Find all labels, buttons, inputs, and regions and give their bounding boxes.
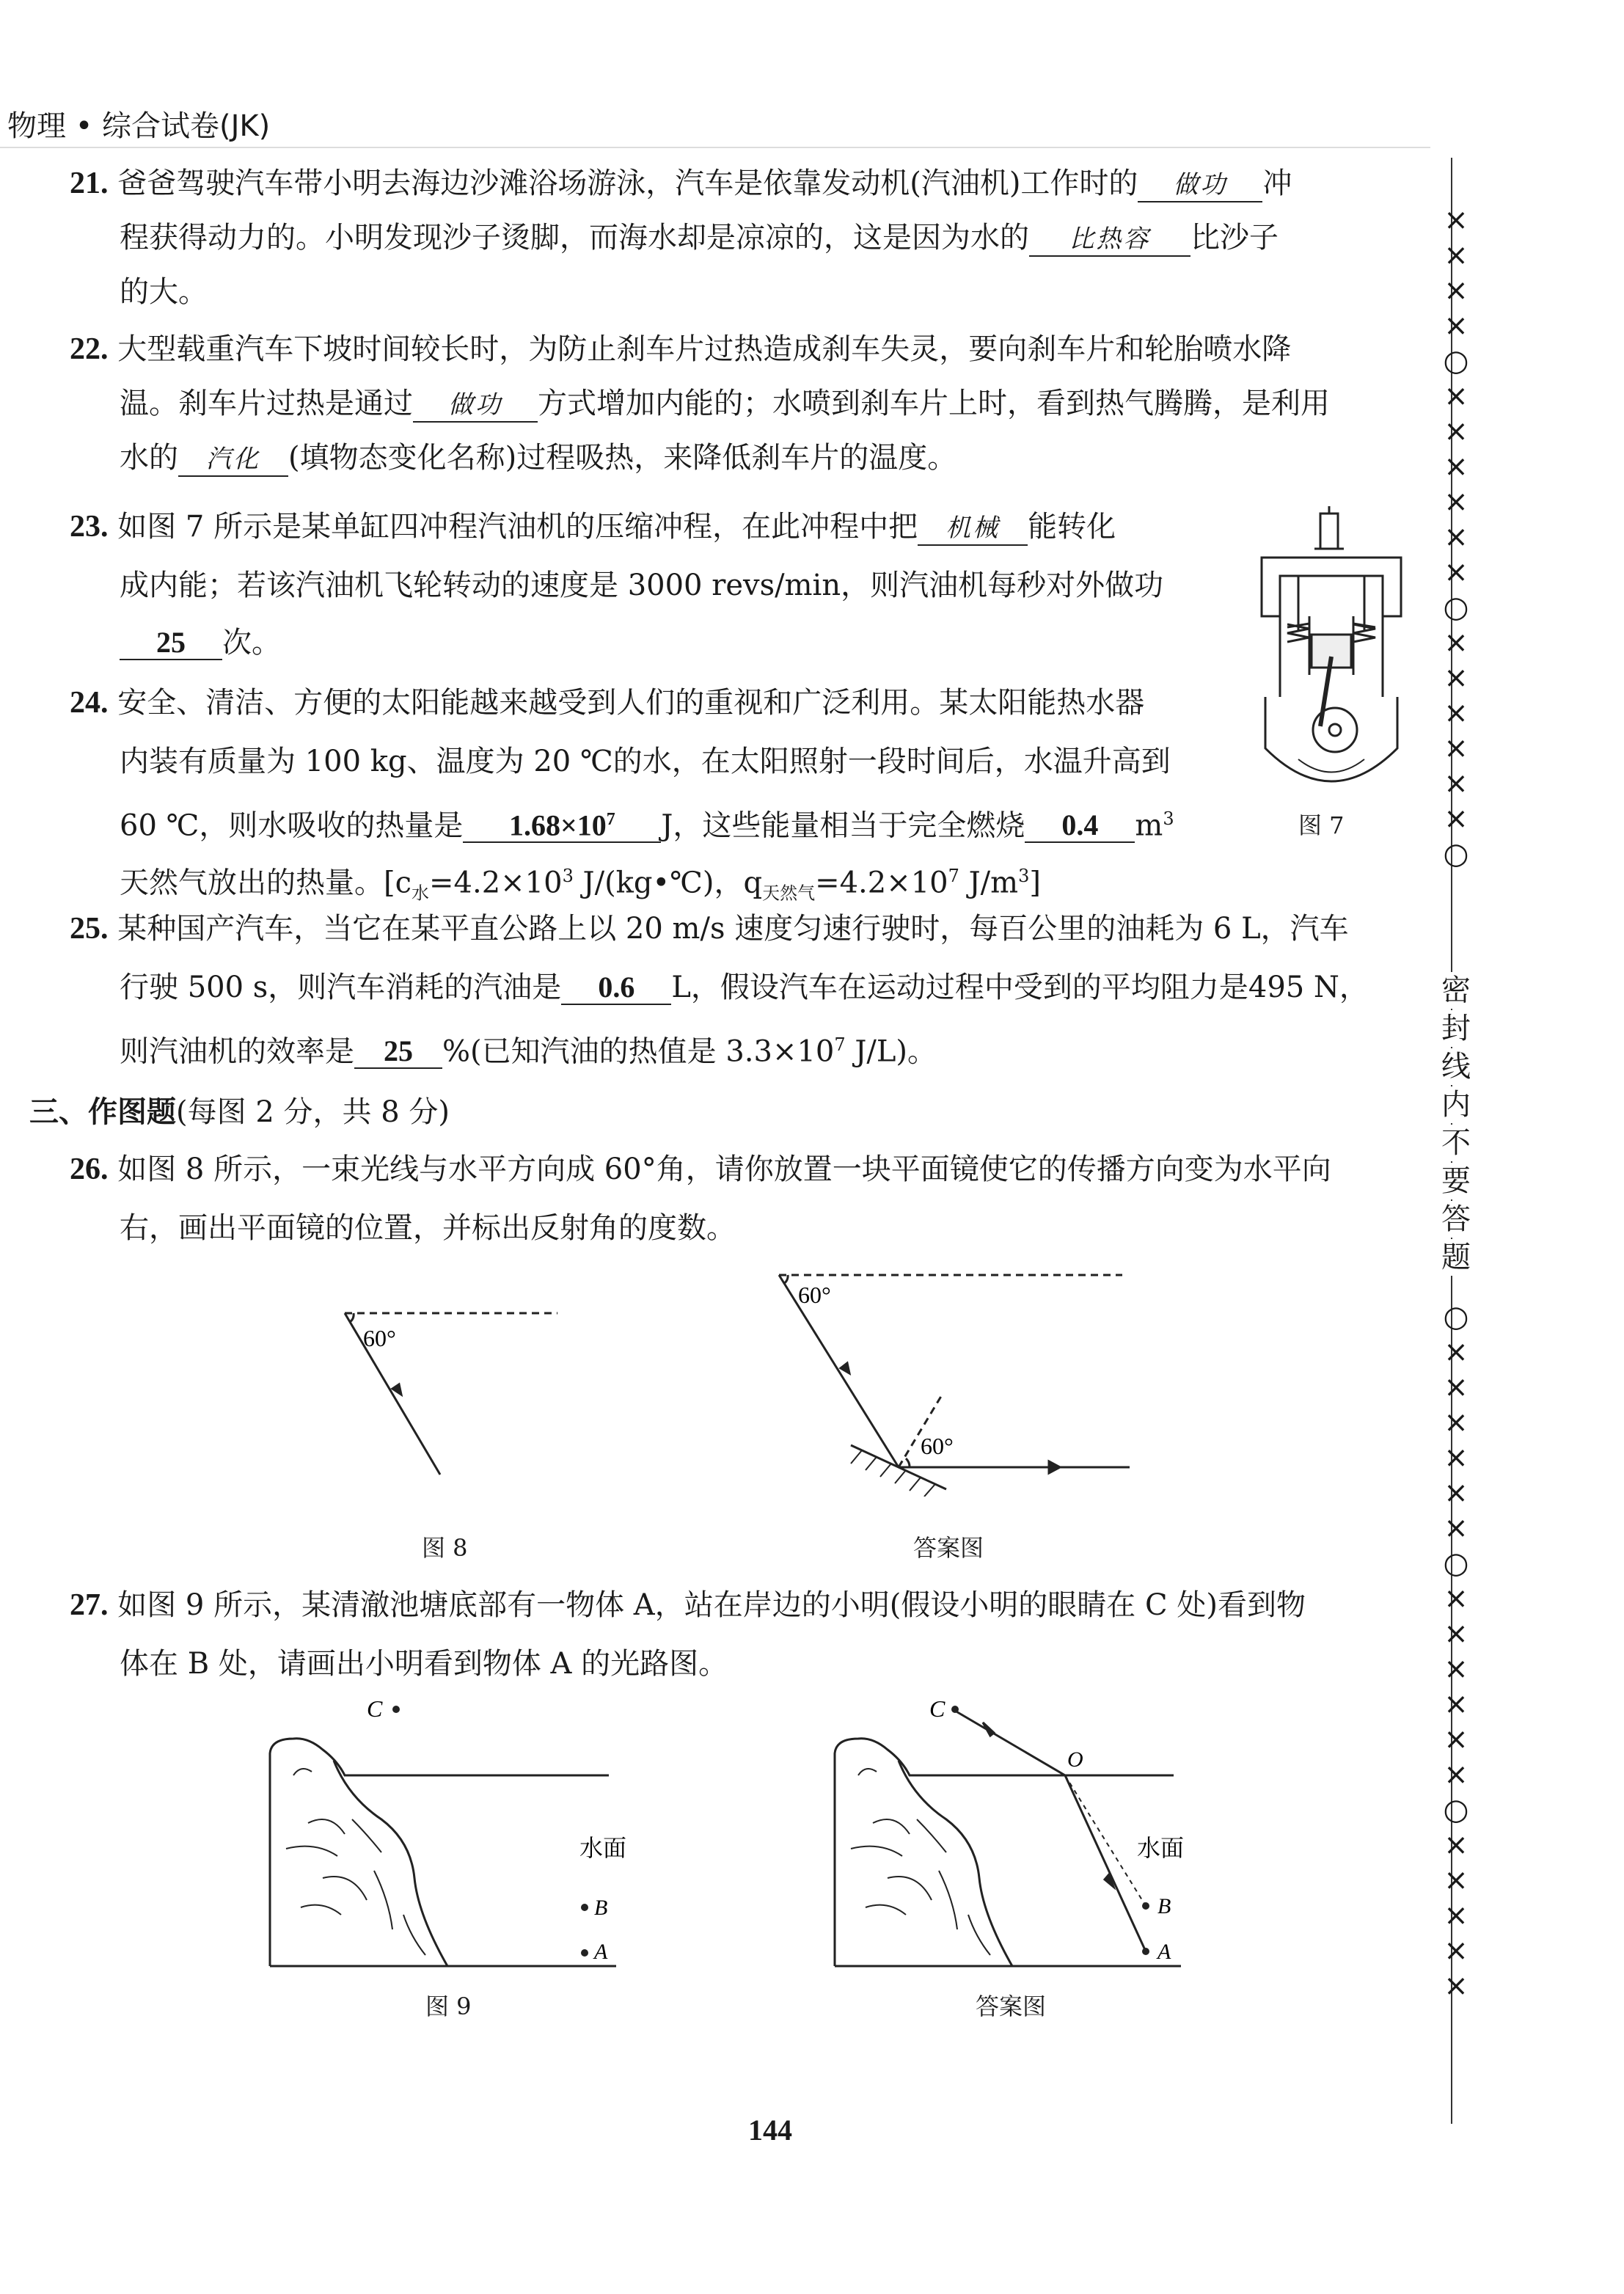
circle-mark-icon: ○ xyxy=(1443,1300,1469,1334)
q26-line-1 xyxy=(70,1149,1331,1190)
label-a: A xyxy=(1157,1940,1171,1964)
handwritten-answer: 比热容 xyxy=(1069,224,1151,254)
point-c xyxy=(951,1706,959,1713)
q22-line-2 xyxy=(120,383,1330,424)
cylinder-head xyxy=(1262,558,1401,616)
cross-mark-icon: × xyxy=(1444,309,1468,343)
cross-mark-icon: × xyxy=(1444,696,1468,730)
cross-mark-icon: × xyxy=(1444,1582,1468,1615)
q26-answer-figure xyxy=(763,1262,1152,1497)
cross-mark-icon: × xyxy=(1444,1934,1468,1968)
seal-text-char: 内 xyxy=(1434,1086,1478,1123)
q22-text: 大型载重汽车下坡时间较长时，为防止刹车片过热造成刹车失灵，要向刹车片和轮胎喷水降 xyxy=(117,332,1292,366)
cross-mark-icon: × xyxy=(1444,1723,1468,1756)
handwritten-answer: 做功 xyxy=(1173,170,1228,200)
cross-mark-icon: × xyxy=(1444,1441,1468,1475)
circle-mark-icon: ○ xyxy=(1443,591,1469,624)
figure-7-caption: 图 7 xyxy=(1298,811,1345,839)
q27-line-1 xyxy=(70,1585,1306,1626)
cross-mark-icon: × xyxy=(1444,1335,1468,1369)
exponent: 7 xyxy=(834,1034,846,1055)
answer-blank xyxy=(1029,222,1190,257)
q26-text: 右，画出平面镜的位置，并标出反射角的度数。 xyxy=(120,1211,736,1245)
q27-text: 体在 B 处，请画出小明看到物体 A 的光路图。 xyxy=(120,1647,728,1681)
exponent: 7 xyxy=(606,810,615,829)
question-25 xyxy=(70,908,1412,1070)
seal-text-char: 要 xyxy=(1434,1163,1478,1199)
cross-mark-icon: × xyxy=(1444,274,1468,307)
angle-arc xyxy=(906,1458,910,1467)
valve-spring-right xyxy=(1353,624,1375,642)
q23-line-1 xyxy=(70,506,1116,547)
bank-slope xyxy=(334,1761,447,1966)
question-23 xyxy=(70,506,1243,668)
figure-8 xyxy=(323,1298,572,1482)
point-b xyxy=(581,1904,588,1911)
cross-mark-icon: × xyxy=(1444,1511,1468,1545)
q23-text: 次。 xyxy=(222,626,281,660)
q24-line-2 xyxy=(120,741,1171,782)
circle-mark-icon: ○ xyxy=(1443,1546,1469,1580)
question-21 xyxy=(70,163,1412,317)
q24-text: 内装有质量为 100 kg、温度为 20 ℃的水，在太阳照射一段时间后，水温升高到 xyxy=(120,745,1171,778)
section-3-title xyxy=(29,1092,450,1133)
question-number: 26. xyxy=(70,1153,109,1186)
angle-arc xyxy=(783,1275,788,1284)
q24-text: 天然气放出的热量。[c xyxy=(120,866,412,900)
printed-answer: 25 xyxy=(384,1034,413,1068)
cross-mark-icon: × xyxy=(1444,450,1468,483)
arrow-head xyxy=(1049,1461,1060,1473)
q26-text: 如图 8 所示，一束光线与水平方向成 60°角，请你放置一块平面镜使它的传播方向变为水平向 xyxy=(117,1153,1331,1186)
q25-line-3 xyxy=(120,1024,937,1072)
answer-blank xyxy=(120,627,222,660)
circle-mark-icon: ○ xyxy=(1443,344,1469,378)
label-o: O xyxy=(1067,1747,1083,1772)
question-number: 23. xyxy=(70,510,109,544)
label-b: B xyxy=(1157,1894,1171,1918)
cross-mark-icon: × xyxy=(1444,1899,1468,1932)
cross-mark-icon: × xyxy=(1444,1652,1468,1686)
cross-mark-icon: × xyxy=(1444,1476,1468,1510)
page-number xyxy=(748,2113,792,2147)
question-number: 22. xyxy=(70,332,109,366)
water-surface-label: 水面 xyxy=(1137,1835,1185,1861)
circle-mark-icon: ○ xyxy=(1443,1793,1469,1827)
q21-text: 比沙子 xyxy=(1190,221,1279,255)
q25-text: 行驶 500 s，则汽车消耗的汽油是 xyxy=(120,971,562,1004)
answer-blank xyxy=(918,511,1028,546)
q25-text: L，假设汽车在运动过程中受到的平均阻力是495 N， xyxy=(671,971,1369,1004)
q25-text: 则汽油机的效率是 xyxy=(120,1034,354,1069)
question-26 xyxy=(70,1149,1412,1259)
seal-text-char: 不 xyxy=(1434,1125,1478,1161)
question-24 xyxy=(70,682,1243,910)
figure-8-caption: 图 8 xyxy=(422,1534,468,1562)
q24-text: ] xyxy=(1029,866,1041,900)
cross-mark-icon: × xyxy=(1444,485,1468,519)
q22-line-3 xyxy=(120,437,957,478)
q27-answer-figure xyxy=(829,1695,1210,1973)
angle-label: 60° xyxy=(363,1325,396,1351)
cross-mark-icon: × xyxy=(1444,767,1468,800)
exponent: 7 xyxy=(948,866,959,886)
label-c: C xyxy=(367,1695,383,1722)
header-rule xyxy=(0,147,1430,148)
cross-mark-icon: × xyxy=(1444,1758,1468,1791)
answer-blank xyxy=(1025,809,1135,843)
pond-bank-top xyxy=(835,1739,1174,1966)
q21-text: 程获得动力的。小明发现沙子烫脚，而海水却是凉凉的，这是因为水的 xyxy=(120,221,1029,255)
cross-mark-icon: × xyxy=(1444,626,1468,660)
underwater-ray xyxy=(1065,1775,1146,1951)
printed-answer: 1.68×10 xyxy=(508,808,607,842)
virtual-image-line xyxy=(1065,1775,1146,1906)
angle-arc xyxy=(350,1313,354,1322)
cross-mark-icon: × xyxy=(1444,203,1468,237)
question-number: 21. xyxy=(70,167,109,200)
label-a: A xyxy=(594,1940,608,1964)
crankcase xyxy=(1265,697,1397,781)
q24-text: m xyxy=(1135,808,1163,843)
exponent: 3 xyxy=(562,866,574,886)
cross-mark-icon: × xyxy=(1444,555,1468,589)
question-number: 27. xyxy=(70,1588,109,1622)
header-title: 物理 • 综合试卷(JK) xyxy=(7,109,271,143)
cross-mark-icon: × xyxy=(1444,1370,1468,1404)
seal-text-char: 密 xyxy=(1434,972,1478,1009)
answer-figure-caption: 答案图 xyxy=(976,1992,1047,2020)
q27-line-2 xyxy=(120,1643,728,1684)
answer-blank xyxy=(413,387,538,423)
water-surface-label: 水面 xyxy=(579,1835,627,1861)
q25-line-2 xyxy=(120,967,1369,1008)
answer-blank xyxy=(178,442,288,477)
point-a xyxy=(581,1949,588,1957)
seal-text-char: 题 xyxy=(1434,1239,1478,1276)
handwritten-answer: 汽化 xyxy=(206,445,260,474)
printed-answer: 25 xyxy=(156,626,186,659)
cross-mark-icon: × xyxy=(1444,238,1468,272)
cross-mark-icon: × xyxy=(1444,520,1468,554)
q24-line-4 xyxy=(120,855,1041,913)
label-c: C xyxy=(929,1695,945,1722)
subscript: 水 xyxy=(412,883,430,904)
q27-text: 如图 9 所示，某清澈池塘底部有一物体 A，站在岸边的小明(假设小明的眼睛在 C 处)看到物 xyxy=(117,1588,1306,1622)
q24-line-3 xyxy=(120,798,1174,846)
question-27 xyxy=(70,1585,1412,1695)
q21-line-1 xyxy=(70,163,1292,204)
figure-9-caption: 图 9 xyxy=(425,1992,472,2020)
handwritten-answer: 做功 xyxy=(448,390,502,420)
refracted-ray xyxy=(955,1711,1065,1775)
cross-mark-icon: × xyxy=(1444,802,1468,836)
q22-line-1 xyxy=(70,329,1291,370)
handwritten-answer: 机械 xyxy=(945,514,1001,543)
seal-text-char: 封 xyxy=(1434,1010,1478,1047)
question-number: 24. xyxy=(70,686,109,720)
question-number: 25. xyxy=(70,912,109,946)
circle-mark-icon: ○ xyxy=(1443,837,1469,871)
exponent: 3 xyxy=(1018,866,1030,886)
question-22 xyxy=(70,329,1412,490)
cross-mark-icon: × xyxy=(1444,1828,1468,1862)
q21-text: 冲 xyxy=(1262,167,1292,200)
answer-blank xyxy=(463,803,661,843)
q25-text: %(已知汽油的热值是 3.3×10 xyxy=(442,1034,835,1069)
q21-line-2 xyxy=(120,217,1279,258)
pond-bank-top xyxy=(270,1739,609,1966)
q21-text: 的大。 xyxy=(120,275,208,309)
printed-answer: 0.6 xyxy=(598,971,635,1004)
cross-mark-icon: × xyxy=(1444,1617,1468,1651)
answer-blank xyxy=(354,1035,442,1069)
q23-text: 能转化 xyxy=(1028,510,1116,544)
exponent: 3 xyxy=(1163,808,1174,829)
q22-text: 方式增加内能的；水喷到刹车片上时，看到热气腾腾，是利用 xyxy=(538,387,1330,420)
q23-line-3 xyxy=(120,622,281,663)
seal-text-char: 线 xyxy=(1434,1048,1478,1085)
answer-blank xyxy=(1138,167,1262,202)
subscript: 天然气 xyxy=(762,883,816,904)
page-header xyxy=(7,103,270,145)
q24-text: =4.2×10 xyxy=(429,866,563,900)
flywheel xyxy=(1313,708,1357,752)
q23-text: 成内能；若该汽油机飞轮转动的速度是 3000 revs/min，则汽油机每秒对外做功 xyxy=(120,569,1164,602)
bank-slope xyxy=(899,1761,1012,1966)
label-b: B xyxy=(594,1896,608,1920)
point-c xyxy=(392,1706,400,1713)
incident-ray xyxy=(779,1275,899,1467)
figure-9 xyxy=(264,1695,631,1973)
point-b xyxy=(1142,1902,1149,1910)
q25-text: J/L)。 xyxy=(845,1034,937,1069)
answer-figure-caption: 答案图 xyxy=(913,1534,984,1562)
seal-column xyxy=(1423,158,1482,2124)
q22-text: 温。刹车片过热是通过 xyxy=(120,387,413,420)
cross-mark-icon: × xyxy=(1444,1969,1468,2003)
q25-text: 某种国产汽车，当它在某平直公路上以 20 m/s 速度匀速行驶时，每百公里的油耗为 6 L，汽车 xyxy=(117,912,1349,946)
q21-line-3 xyxy=(120,271,208,313)
q24-text: J/(kg•℃)，q xyxy=(573,866,763,900)
section-title: 三、作图题 xyxy=(29,1095,176,1129)
angle-label: 60° xyxy=(798,1282,831,1308)
cross-mark-icon: × xyxy=(1444,379,1468,413)
seal-text-char: 答 xyxy=(1434,1201,1478,1238)
spark-plug xyxy=(1320,514,1338,549)
printed-answer: 0.4 xyxy=(1061,808,1099,842)
cross-mark-icon: × xyxy=(1444,414,1468,448)
q26-line-2 xyxy=(120,1208,736,1249)
section-note: (每图 2 分，共 8 分) xyxy=(176,1095,450,1129)
cross-mark-icon: × xyxy=(1444,661,1468,695)
engine-diagram xyxy=(1247,506,1416,800)
point-a xyxy=(1142,1948,1149,1955)
page-number-text: 144 xyxy=(748,2114,792,2147)
cross-mark-icon: × xyxy=(1444,731,1468,765)
cross-mark-icon: × xyxy=(1444,1863,1468,1897)
q24-text: J/m xyxy=(959,866,1019,900)
q21-text: 爸爸驾驶汽车带小明去海边沙滩浴场游泳，汽车是依靠发动机(汽油机)工作时的 xyxy=(117,167,1138,200)
q24-text: 60 ℃，则水吸收的热量是 xyxy=(120,808,464,843)
q24-text: =4.2×10 xyxy=(815,866,948,900)
answer-blank xyxy=(561,971,671,1005)
angle-label: 60° xyxy=(921,1433,954,1459)
q25-line-1 xyxy=(70,908,1349,949)
cross-mark-icon: × xyxy=(1444,1406,1468,1439)
q24-line-1 xyxy=(70,682,1144,723)
cross-mark-icon: × xyxy=(1444,1687,1468,1721)
q22-text: 水的 xyxy=(120,441,178,475)
q23-line-2 xyxy=(120,565,1163,606)
arrow-head xyxy=(392,1384,401,1395)
q22-text: (填物态变化名称)过程吸热，来降低刹车片的温度。 xyxy=(288,441,957,475)
q23-text: 如图 7 所示是某单缸四冲程汽油机的压缩冲程，在此冲程中把 xyxy=(117,510,918,544)
arrow-head xyxy=(841,1363,849,1373)
q24-text: 安全、清洁、方便的太阳能越来越受到人们的重视和广泛利用。某太阳能热水器 xyxy=(117,686,1145,720)
q24-text: J，这些能量相当于完全燃烧 xyxy=(661,808,1025,843)
